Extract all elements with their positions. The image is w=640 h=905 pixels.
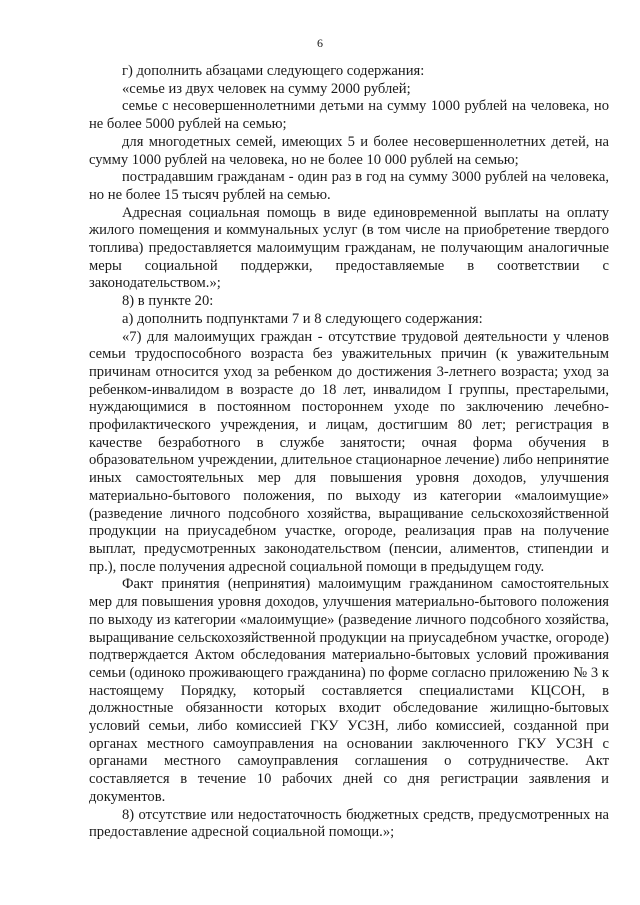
paragraph-subpoint-8: 8) отсутствие или недостаточность бюджетных средств, предусмотренных на предоставление адресной социальной помощи.»; xyxy=(89,806,609,841)
paragraph-family-with-children: семье с несовершеннолетними детьми на сумму 1000 рублей на человека, но не более 5000 рублей на семью; xyxy=(89,98,609,133)
paragraph-item-g: г) дополнить абзацами следующего содержания: xyxy=(122,63,425,79)
paragraph-affected-citizens: пострадавшим гражданам - один раз в год на сумму 3000 рублей на человека, но не более 15 тысяч рублей на семью. xyxy=(89,169,609,203)
paragraph-two-person-family: «семье из двух человек на сумму 2000 рублей; xyxy=(122,80,411,97)
paragraph-point-8: 8) в пункте 20: xyxy=(122,293,214,310)
paragraph-large-families: для многодетных семей, имеющих 5 и более несовершеннолетних детей, на сумму 1000 рублей на человека, но не более 10 000 рублей на семью; xyxy=(89,133,609,168)
document-body xyxy=(89,63,609,842)
paragraph-add-subpoints: а) дополнить подпунктами 7 и 8 следующего содержания: xyxy=(122,310,483,327)
paragraph-one-time-payment: Адресная социальная помощь в виде единовременной выплаты на оплату жилого помещения и коммунальных услуг (в том числе на приобретение твердого топлива) предоставляется малоимущим гражданам, не получающим аналогичные меры социальной поддержки, предоставляемые в соответствии с законодательством.»; xyxy=(89,204,609,292)
paragraph-subpoint-7: «7) для малоимущих граждан - отсутствие трудовой деятельности у членов семьи трудоспособного возраста без уважительных причин (к уважительным причинам относится уход за ребенком до достижения 3-летнего возраста; уход за ребенком-инвалидом в возрасте до 18 лет, инвалидом I группы, престарелыми, нуждающимися в постоянном постороннем уходе по заключению лечебно-профилактического учреждения, и лицам, достигшим 80 лет; регистрация в качестве безработного в службе занятости; очная форма обучения в образовательном учреждении, длительное стационарное лечение) либо непринятие иных самостоятельных мер для повышения уровня доходов, улучшения материально-бытового положения, по выходу из категории «малоимущие» (разведение личного подсобного хозяйства, выращивание сельскохозяйственной продукции на приусадебном участке, огороде, реализация прав на получение выплат, предусмотренных законодательством (пенсии, алиментов, стипендии и пр.), после получения адресной социальной помощи в предыдущем году. xyxy=(89,328,609,575)
page-number: 6 xyxy=(317,36,323,50)
paragraph-fact-of-acceptance: Факт принятия (непринятия) малоимущим гражданином самостоятельных мер для повышения уровня доходов, улучшения материально-бытового положения по выходу из категории «малоимущие» (разведение личного подсобного хозяйства, выращивание сельскохозяйственной продукции на приусадебном участке, огороде) подтверждается Актом обследования материально-бытовых условий проживания семьи (одиноко проживающего гражданина) по форме согласно приложению № 3 к настоящему Порядку, который составляется специалистами КЦСОН, в должностные обязанности которых входит обследование жилищно-бытовых условий семьи, либо комиссией ГКУ УСЗН, либо комиссией, созданной при органах местного самоуправления на основании заключенного ГКУ УСЗН с органами местного самоуправления соглашения о сотрудничестве. Акт составляется в течение 10 рабочих дней со дня регистрации заявления и документов. xyxy=(89,576,609,805)
